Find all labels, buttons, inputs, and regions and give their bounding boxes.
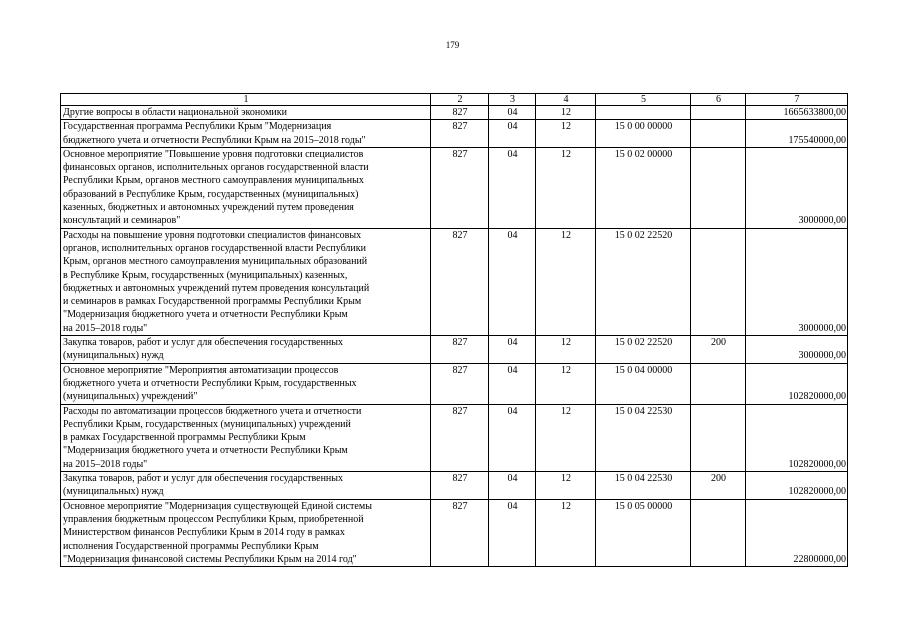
row-expense-type-cell xyxy=(691,499,746,566)
row-target-article-cell: 15 0 00 00000 xyxy=(596,120,691,148)
row-code-cell: 827 xyxy=(431,147,489,228)
table-row xyxy=(61,147,848,228)
row-target-article-cell: 15 0 02 22520 xyxy=(596,228,691,335)
row-section-cell: 04 xyxy=(489,147,536,228)
header-cell-4: 4 xyxy=(536,94,596,106)
row-subsection-cell: 12 xyxy=(536,363,596,404)
row-amount-cell: 3000000,00 xyxy=(746,336,848,364)
row-expense-type-cell xyxy=(691,106,746,120)
row-expense-type-cell xyxy=(691,363,746,404)
table-row xyxy=(61,120,848,148)
row-subsection-cell: 12 xyxy=(536,147,596,228)
row-code-cell: 827 xyxy=(431,499,489,566)
row-subsection-cell: 12 xyxy=(536,120,596,148)
row-target-article-cell: 15 0 05 00000 xyxy=(596,499,691,566)
row-subsection-cell: 12 xyxy=(536,499,596,566)
header-cell-1: 1 xyxy=(61,94,431,106)
row-target-article-cell: 15 0 04 22530 xyxy=(596,472,691,500)
row-section-cell: 04 xyxy=(489,106,536,120)
row-section-cell: 04 xyxy=(489,404,536,471)
row-code-cell: 827 xyxy=(431,106,489,120)
row-target-article-cell: 15 0 02 22520 xyxy=(596,336,691,364)
header-cell-2: 2 xyxy=(431,94,489,106)
table-row xyxy=(61,363,848,404)
row-section-cell: 04 xyxy=(489,472,536,500)
row-name-cell: Закупка товаров, работ и услуг для обеспечения государственных (муниципальных) нужд xyxy=(61,472,431,500)
row-name-cell: Государственная программа Республики Крым "Модернизация бюджетного учета и отчетности Республики Крым на 2015–2018 годы" xyxy=(61,120,431,148)
row-section-cell: 04 xyxy=(489,336,536,364)
row-code-cell: 827 xyxy=(431,120,489,148)
row-code-cell: 827 xyxy=(431,404,489,471)
header-cell-7: 7 xyxy=(746,94,848,106)
row-expense-type-cell xyxy=(691,228,746,335)
row-subsection-cell: 12 xyxy=(536,472,596,500)
header-cell-6: 6 xyxy=(691,94,746,106)
row-target-article-cell: 15 0 04 22530 xyxy=(596,404,691,471)
table-row xyxy=(61,106,848,120)
row-amount-cell: 1665633800,00 xyxy=(746,106,848,120)
row-target-article-cell xyxy=(596,106,691,120)
row-amount-cell: 102820000,00 xyxy=(746,472,848,500)
table-row xyxy=(61,336,848,364)
row-amount-cell: 102820000,00 xyxy=(746,404,848,471)
row-expense-type-cell xyxy=(691,120,746,148)
row-name-cell: Основное мероприятие "Повышение уровня подготовки специалистов финансовых органов, исполнительных органов государственной власти Республики Крым, органов местного самоуправления муниципальных образований в Республике Крым, государственных (муниципальных) казенных, бюджетных и автономных учреждений путем проведения консультаций и семинаров" xyxy=(61,147,431,228)
table-body xyxy=(61,94,848,567)
row-name-cell: Основное мероприятие "Мероприятия автоматизации процессов бюджетного учета и отчетности Республики Крым, государственных (муниципальных) учреждений" xyxy=(61,363,431,404)
row-amount-cell: 3000000,00 xyxy=(746,228,848,335)
row-name-cell: Расходы на повышение уровня подготовки специалистов финансовых органов, исполнительных органов государственной власти Республики Крым, органов местного самоуправления муниципальных образований в Республике Крым, государственных (муниципальных) казенных, бюджетных и автономных учреждений путем проведения консультаций и семинаров в рамках Государственной программы Республики Крым "Модернизация бюджетного учета и отчетности Республики Крым на 2015–2018 годы" xyxy=(61,228,431,335)
row-amount-cell: 3000000,00 xyxy=(746,147,848,228)
row-code-cell: 827 xyxy=(431,228,489,335)
table-header-row xyxy=(61,94,848,106)
row-section-cell: 04 xyxy=(489,363,536,404)
row-subsection-cell: 12 xyxy=(536,228,596,335)
page-number: 179 xyxy=(445,40,460,50)
row-section-cell: 04 xyxy=(489,120,536,148)
row-section-cell: 04 xyxy=(489,499,536,566)
row-target-article-cell: 15 0 04 00000 xyxy=(596,363,691,404)
row-expense-type-cell xyxy=(691,404,746,471)
table-row xyxy=(61,404,848,471)
row-code-cell: 827 xyxy=(431,336,489,364)
row-code-cell: 827 xyxy=(431,472,489,500)
row-amount-cell: 175540000,00 xyxy=(746,120,848,148)
row-amount-cell: 22800000,00 xyxy=(746,499,848,566)
row-target-article-cell: 15 0 02 00000 xyxy=(596,147,691,228)
table-row xyxy=(61,228,848,335)
row-section-cell: 04 xyxy=(489,228,536,335)
row-code-cell: 827 xyxy=(431,363,489,404)
header-cell-3: 3 xyxy=(489,94,536,106)
row-expense-type-cell: 200 xyxy=(691,336,746,364)
row-expense-type-cell: 200 xyxy=(691,472,746,500)
header-cell-5: 5 xyxy=(596,94,691,106)
row-subsection-cell: 12 xyxy=(536,106,596,120)
row-name-cell: Основное мероприятие "Модернизация существующей Единой системы управления бюджетным процессом Республики Крым, приобретенной Министерством финансов Республики Крым в 2014 году в рамках исполнения Государственной программы Республики Крым "Модернизация финансовой системы Республики Крым на 2014 год" xyxy=(61,499,431,566)
row-name-cell: Закупка товаров, работ и услуг для обеспечения государственных (муниципальных) нужд xyxy=(61,336,431,364)
row-subsection-cell: 12 xyxy=(536,404,596,471)
row-amount-cell: 102820000,00 xyxy=(746,363,848,404)
table-row xyxy=(61,499,848,566)
row-expense-type-cell xyxy=(691,147,746,228)
row-subsection-cell: 12 xyxy=(536,336,596,364)
table-row xyxy=(61,472,848,500)
row-name-cell: Расходы по автоматизации процессов бюджетного учета и отчетности Республики Крым, государственных (муниципальных) учреждений в рамках Государственной программы Республики Крым "Модернизация бюджетного учета и отчетности Республики Крым на 2015–2018 годы" xyxy=(61,404,431,471)
budget-table xyxy=(60,93,848,567)
row-name-cell: Другие вопросы в области национальной экономики xyxy=(61,106,431,120)
